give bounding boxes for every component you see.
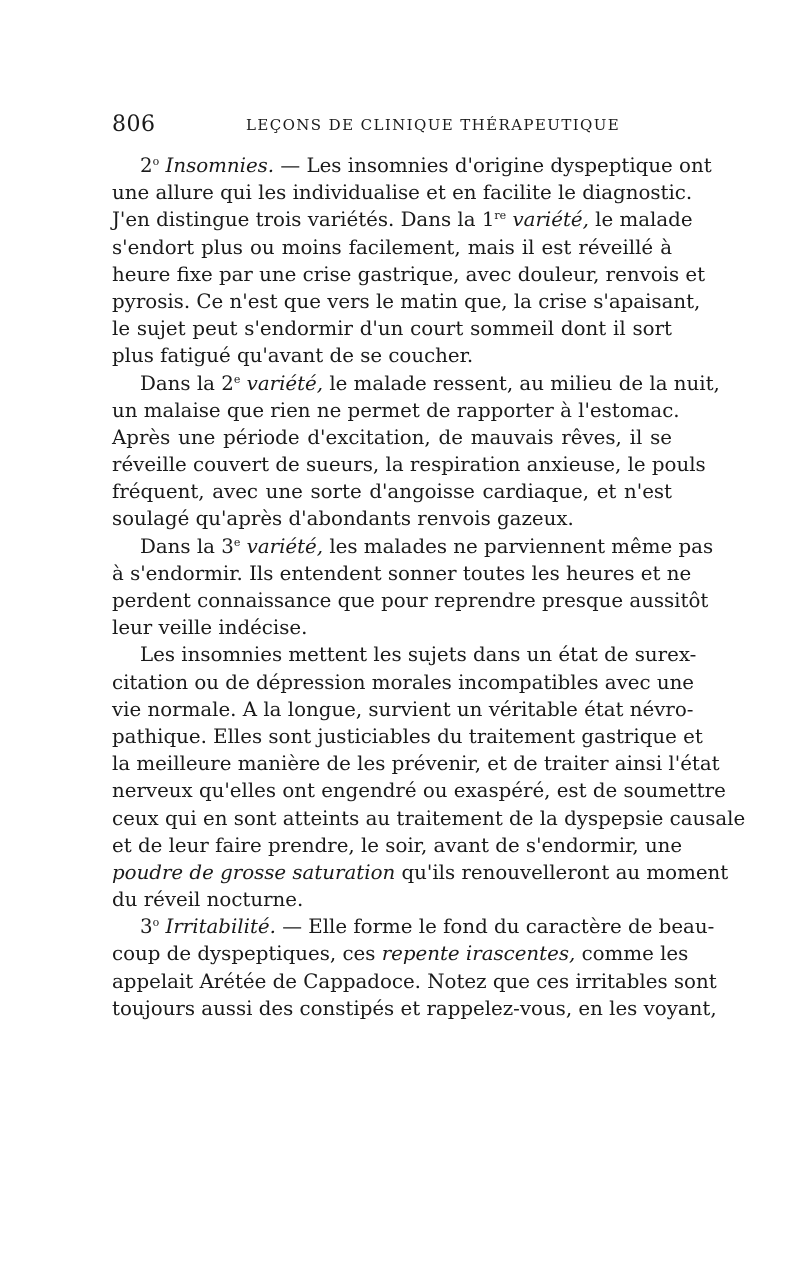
italic-text: variété, xyxy=(512,208,589,232)
text-segment: le malade ressent, au milieu de la nuit, xyxy=(323,371,720,395)
italic-text: variété, xyxy=(246,534,324,558)
text-segment: comme les xyxy=(575,942,689,966)
text-line xyxy=(112,968,717,995)
text-segment: Dans la 2 xyxy=(140,371,234,395)
text-segment: nerveux qu'elles ont engendré ou exaspéré, est de soumettre xyxy=(112,779,726,803)
text-line xyxy=(112,913,715,940)
text-line xyxy=(112,859,729,886)
text-line xyxy=(112,451,706,478)
text-line xyxy=(112,533,714,560)
text-line xyxy=(112,370,720,397)
text-line xyxy=(112,342,672,369)
text-line xyxy=(112,669,695,696)
text-line xyxy=(112,995,717,1022)
text-segment: 2 xyxy=(140,154,153,177)
superscript: o xyxy=(152,155,160,168)
text-segment: pyrosis. Ce n'est que vers le matin que, la crise s'apaisant, xyxy=(112,289,701,313)
text-line xyxy=(112,288,701,315)
text-segment: du réveil nocturne. xyxy=(112,888,304,912)
text-line xyxy=(112,179,693,206)
italic-text: Irritabilité. xyxy=(165,915,276,939)
text-segment: plus fatigué qu'avant de se coucher. xyxy=(112,344,474,368)
text-line xyxy=(112,152,712,179)
running-title: LEÇONS DE CLINIQUE THÉRAPEUTIQUE xyxy=(246,116,621,134)
text-segment: soulagé qu'après d'abondants renvois gazeux. xyxy=(112,507,574,531)
superscript: e xyxy=(233,535,241,549)
text-segment: une allure qui les individualise et en facilite le diagnostic. xyxy=(112,181,693,205)
italic-text: repente irascentes, xyxy=(381,942,576,966)
text-line xyxy=(112,261,706,288)
text-segment: heure fixe par une crise gastrique, avec douleur, renvois et xyxy=(112,262,706,286)
text-segment: à s'endormir. Ils entendent sonner toutes les heures et ne xyxy=(112,561,692,585)
body-text xyxy=(112,152,746,1022)
text-segment: les malades ne parviennent même pas xyxy=(323,534,714,558)
text-line xyxy=(112,315,672,342)
text-segment: pathique. Elles sont justiciables du traitement gastrique et xyxy=(112,724,703,748)
text-segment: — Elle forme le fond du caractère de beau- xyxy=(275,915,715,939)
text-line xyxy=(112,805,746,832)
text-line xyxy=(112,206,693,233)
text-segment: la meilleure manière de les prévenir, et de traiter ainsi l'état xyxy=(112,752,720,776)
text-segment: le malade xyxy=(588,208,693,232)
text-segment: réveille couvert de sueurs, la respiration anxieuse, le pouls xyxy=(112,453,706,477)
text-segment: leur veille indécise. xyxy=(112,616,308,640)
superscript: o xyxy=(152,916,160,930)
italic-text: variété, xyxy=(246,371,324,395)
text-segment: Après une période d'excitation, de mauvais rêves, il se xyxy=(112,425,672,449)
text-segment: s'endort plus ou moins facilement, mais il est réveillé à xyxy=(112,235,672,259)
text-line xyxy=(112,641,697,668)
text-segment: fréquent, avec une sorte d'angoisse cardiaque, et n'est xyxy=(112,480,672,504)
text-segment: Les insomnies mettent les sujets dans un état de surex- xyxy=(140,643,697,667)
text-line xyxy=(112,614,672,641)
italic-text: poudre de grosse saturation xyxy=(112,860,396,884)
text-segment: et de leur faire prendre, le soir, avant de s'endormir, une xyxy=(112,833,683,857)
text-line xyxy=(112,560,692,587)
text-segment: Dans la 3 xyxy=(140,534,234,558)
text-line xyxy=(112,832,683,859)
text-line xyxy=(112,696,694,723)
italic-text: Insomnies. xyxy=(165,154,275,177)
text-segment: coup de dyspeptiques, ces xyxy=(112,942,382,966)
text-line xyxy=(112,723,703,750)
text-line xyxy=(112,424,672,451)
text-segment: perdent connaissance que pour reprendre presque aussitôt xyxy=(112,589,709,612)
page-header xyxy=(112,112,672,138)
text-line xyxy=(112,234,672,261)
text-segment: appelait Arétée de Cappadoce. Notez que ces irritables sont xyxy=(112,969,717,993)
superscript: re xyxy=(494,209,507,223)
text-segment: ceux qui en sont atteints au traitement de la dyspepsie causale xyxy=(112,806,746,830)
text-segment: toujours aussi des constipés et rappelez-vous, en les voyant, xyxy=(112,996,717,1020)
text-line xyxy=(112,886,672,913)
text-segment: un malaise que rien ne permet de rapporter à l'estomac. xyxy=(112,398,680,422)
text-segment: 3 xyxy=(140,915,153,939)
text-line xyxy=(112,750,720,777)
page-number: 806 xyxy=(112,112,156,137)
text-line xyxy=(112,478,672,505)
text-segment: citation ou de dépression morales incompatibles avec une xyxy=(112,670,695,694)
text-segment: le sujet peut s'endormir d'un court sommeil dont il sort xyxy=(112,317,672,341)
text-segment: J'en distingue trois variétés. Dans la 1 xyxy=(112,208,495,232)
text-line xyxy=(112,587,709,614)
text-line xyxy=(112,505,672,532)
text-segment: vie normale. A la longue, survient un véritable état névro- xyxy=(112,697,694,721)
text-segment: — Les insomnies d'origine dyspeptique ont xyxy=(274,154,712,177)
text-line xyxy=(112,777,726,804)
superscript: e xyxy=(233,372,241,386)
text-segment: qu'ils renouvelleront au moment xyxy=(395,860,729,884)
text-line xyxy=(112,397,680,424)
text-line xyxy=(112,940,689,967)
